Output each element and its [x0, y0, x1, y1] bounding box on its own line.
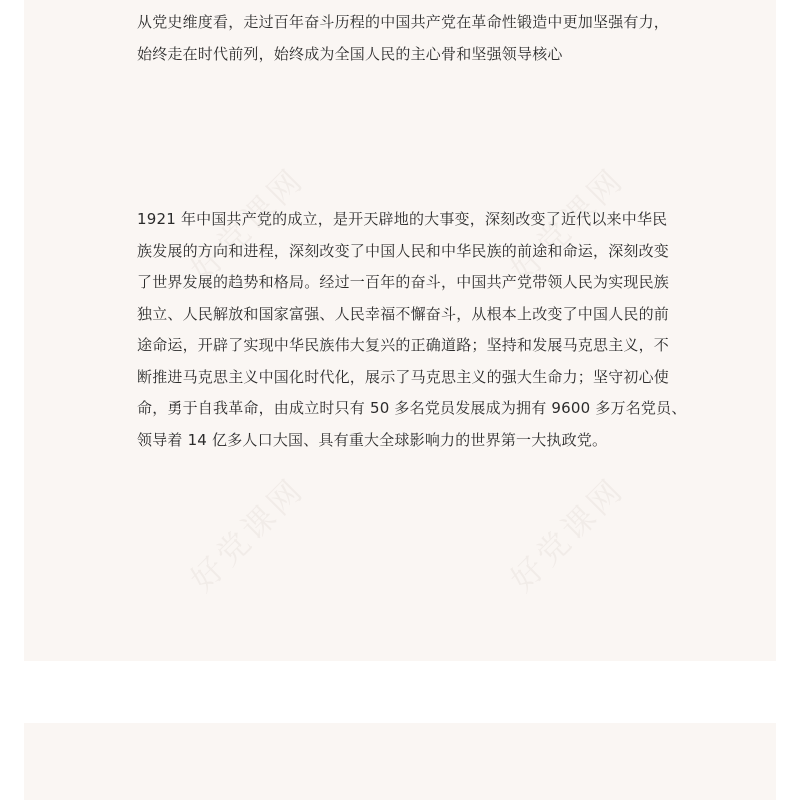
paragraph-body: [137, 204, 687, 456]
watermark: 好党课网: [183, 160, 312, 289]
text-line: 途命运，开辟了实现中华民族伟大复兴的正确道路；坚持和发展马克思主义，不: [137, 336, 670, 354]
text-line: 断推进马克思主义中国化时代化，展示了马克思主义的强大生命力；坚守初心使: [137, 367, 670, 386]
text-line: 族发展的方向和进程，深刻改变了中国人民和中华民族的前途和命运，深刻改变: [137, 241, 670, 260]
watermark: 好党课网: [503, 470, 632, 599]
content-card: [24, 0, 776, 661]
text-line: 独立、人民解放和国家富强、人民幸福不懈奋斗，从根本上改变了中国人民的前: [137, 304, 670, 323]
text-line: 领导着 14 亿多人口大国、具有重大全球影响力的世界第一大执政党。: [137, 430, 608, 449]
text-line: 命，勇于自我革命，由成立时只有 50 多名党员发展成为拥有 9600 多万名党员、: [137, 399, 687, 417]
watermark: 好党课网: [503, 160, 632, 289]
text-line: 了世界发展的趋势和格局。经过一百年的奋斗，中国共产党带领人民为实现民族: [137, 273, 670, 291]
text-line: 1921 年中国共产党的成立，是开天辟地的大事变，深刻改变了近代以来中华民: [137, 210, 668, 228]
watermark: 好党课网: [183, 470, 312, 599]
text-line: 从党史维度看，走过百年奋斗历程的中国共产党在革命性锻造中更加坚强有力，: [137, 13, 670, 31]
paragraph-intro: [137, 7, 670, 70]
next-card: [24, 723, 776, 800]
text-line: 始终走在时代前列，始终成为全国人民的主心骨和坚强领导核心: [137, 44, 563, 63]
